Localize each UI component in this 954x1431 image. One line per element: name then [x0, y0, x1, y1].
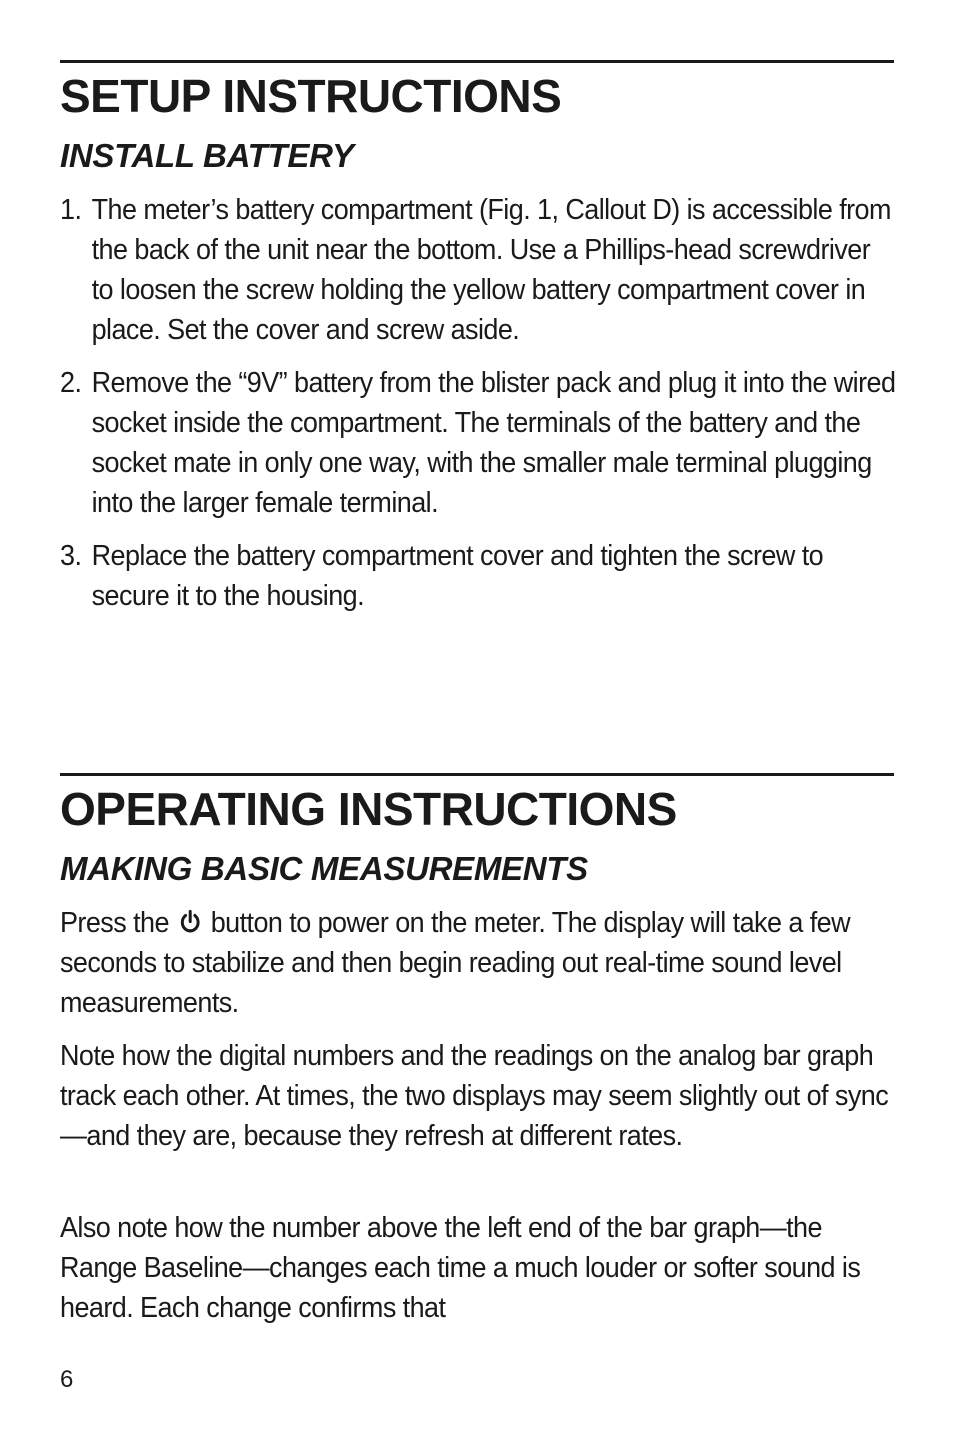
page-number: 6	[60, 1366, 74, 1393]
setup-heading: SETUP INSTRUCTIONS	[60, 70, 562, 122]
step-number: 2.	[60, 367, 82, 399]
power-on-text-end: button to power on the meter. The display will take a few seconds to stabilize and then begin reading out real-time sound level measurements.	[60, 907, 851, 1019]
step-text: Replace the battery compartment cover and tighten the screw to secure it to the housing.	[91, 540, 824, 612]
list-item	[60, 363, 897, 523]
install-battery-subheading: INSTALL BATTERY	[60, 137, 354, 174]
range-baseline-paragraph: Also note how the number above the left end of the bar graph—the Range Baseline—changes each time a much louder or softer sound is heard. Each change confirms that	[60, 1212, 861, 1324]
step-text: The meter’s battery compartment (Fig. 1, Callout D) is accessible from the back of the unit near the bottom. Use a Phillips-head screwdriver to loosen the screw holding the yellow battery compartment cover in place. Set the cover and screw aside.	[91, 194, 891, 346]
power-icon	[178, 906, 202, 932]
operating-heading: OPERATING INSTRUCTIONS	[60, 783, 677, 835]
step-text: Remove the “9V” battery from the blister pack and plug it into the wired socket inside the compartment. The terminals of the battery and the socket mate in only one way, with the smaller male terminal plugging into the larger female terminal.	[91, 367, 896, 519]
install-steps-list	[60, 190, 897, 629]
section-rule-operating	[60, 773, 894, 776]
basic-measurements-subheading: MAKING BASIC MEASUREMENTS	[60, 850, 588, 887]
list-item	[60, 190, 897, 350]
list-item	[60, 536, 897, 616]
sync-paragraph: Note how the digital numbers and the readings on the analog bar graph track each other. At times, the two displays may seem slightly out of sync—and they are, because they refresh at different rates.	[60, 1040, 889, 1152]
power-on-paragraph	[60, 903, 897, 1023]
step-number: 1.	[60, 194, 82, 226]
power-on-text-start: Press the	[60, 907, 169, 939]
step-number: 3.	[60, 540, 82, 572]
section-rule-setup	[60, 60, 894, 63]
